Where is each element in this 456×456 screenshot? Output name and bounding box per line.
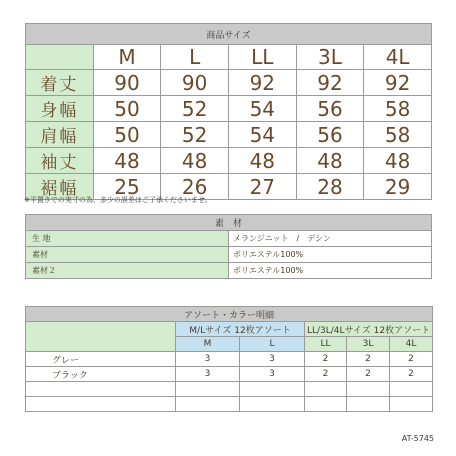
assort-qty: 2 [305, 367, 347, 382]
empty-cell [26, 397, 176, 412]
assort-size-4l: 4L [390, 337, 433, 352]
size-value: 26 [161, 174, 229, 200]
empty-cell [305, 382, 347, 397]
assort-qty: 3 [240, 367, 305, 382]
empty-cell [240, 397, 305, 412]
material-row-label: 素材２ [26, 263, 229, 279]
size-value: 92 [228, 70, 296, 96]
size-value: 48 [296, 148, 364, 174]
assort-qty: 2 [305, 352, 347, 367]
empty-cell [347, 382, 390, 397]
size-value: 54 [228, 96, 296, 122]
size-value: 90 [161, 70, 229, 96]
material-row-label: 生 地 [26, 231, 229, 247]
size-value: 50 [93, 96, 161, 122]
size-value: 52 [161, 96, 229, 122]
size-header-ll: LL [228, 45, 296, 70]
assort-row [26, 367, 433, 382]
material-row-label: 素材 [26, 247, 229, 263]
assort-size-3l: 3L [347, 337, 390, 352]
size-row [26, 96, 432, 122]
size-header-m: M [93, 45, 161, 70]
size-value: 48 [228, 148, 296, 174]
empty-cell [390, 397, 433, 412]
assort-group2-header: LL/3L/4Lサイズ 12枚アソート [305, 322, 433, 337]
size-row-label: 裾幅 [26, 174, 94, 200]
size-row [26, 70, 432, 96]
empty-cell [26, 382, 176, 397]
size-value: 25 [93, 174, 161, 200]
size-header-3l: 3L [296, 45, 364, 70]
material-row-value: メランジニット / デシン [229, 231, 432, 247]
size-row-label: 身幅 [26, 96, 94, 122]
size-row-label: 着丈 [26, 70, 94, 96]
material-table [25, 214, 432, 279]
assort-table-title: アソート・カラー明細 [26, 307, 433, 322]
assort-row-empty [26, 397, 433, 412]
empty-cell [240, 382, 305, 397]
size-header-l: L [161, 45, 229, 70]
material-row [26, 231, 432, 247]
size-table-corner [26, 45, 94, 70]
size-header-4l: 4L [364, 45, 432, 70]
size-value: 29 [364, 174, 432, 200]
assort-qty: 2 [347, 367, 390, 382]
product-code: AT-5745 [401, 434, 434, 443]
empty-cell [390, 382, 433, 397]
assort-table-corner [26, 322, 176, 352]
material-table-title: 素 材 [26, 215, 432, 231]
size-table-title: 商品サイズ [26, 24, 432, 45]
size-value: 92 [364, 70, 432, 96]
assort-size-m: M [176, 337, 240, 352]
size-value: 50 [93, 122, 161, 148]
assort-qty: 3 [176, 352, 240, 367]
material-row [26, 247, 432, 263]
material-row-value: ポリエステル100% [229, 247, 432, 263]
empty-cell [347, 397, 390, 412]
assort-qty: 3 [176, 367, 240, 382]
size-value: 48 [364, 148, 432, 174]
assort-row-color: グレー [26, 352, 176, 367]
size-value: 58 [364, 122, 432, 148]
size-row-label: 肩幅 [26, 122, 94, 148]
material-row [26, 263, 432, 279]
assort-qty: 2 [347, 352, 390, 367]
assort-qty: 2 [390, 352, 433, 367]
size-value: 56 [296, 96, 364, 122]
size-value: 54 [228, 122, 296, 148]
assort-row-color: ブラック [26, 367, 176, 382]
size-row-label: 袖丈 [26, 148, 94, 174]
assort-group1-header: M/Lサイズ 12枚アソート [176, 322, 305, 337]
size-value: 58 [364, 96, 432, 122]
size-value: 52 [161, 122, 229, 148]
size-row [26, 148, 432, 174]
empty-cell [305, 397, 347, 412]
assort-size-l: L [240, 337, 305, 352]
empty-cell [176, 382, 240, 397]
size-value: 28 [296, 174, 364, 200]
size-row [26, 122, 432, 148]
size-value: 27 [228, 174, 296, 200]
assort-qty: 3 [240, 352, 305, 367]
assort-row-empty [26, 382, 433, 397]
size-value: 90 [93, 70, 161, 96]
size-value: 92 [296, 70, 364, 96]
material-row-value: ポリエステル100% [229, 263, 432, 279]
assort-qty: 2 [390, 367, 433, 382]
size-value: 56 [296, 122, 364, 148]
size-value: 48 [161, 148, 229, 174]
assort-size-ll: LL [305, 337, 347, 352]
empty-cell [176, 397, 240, 412]
size-note: ※平置きでの実寸の為、多少の誤差はご了承くださいませ。 [24, 196, 212, 204]
size-value: 48 [93, 148, 161, 174]
assort-table [25, 306, 433, 412]
assort-row [26, 352, 433, 367]
size-table [25, 23, 432, 200]
